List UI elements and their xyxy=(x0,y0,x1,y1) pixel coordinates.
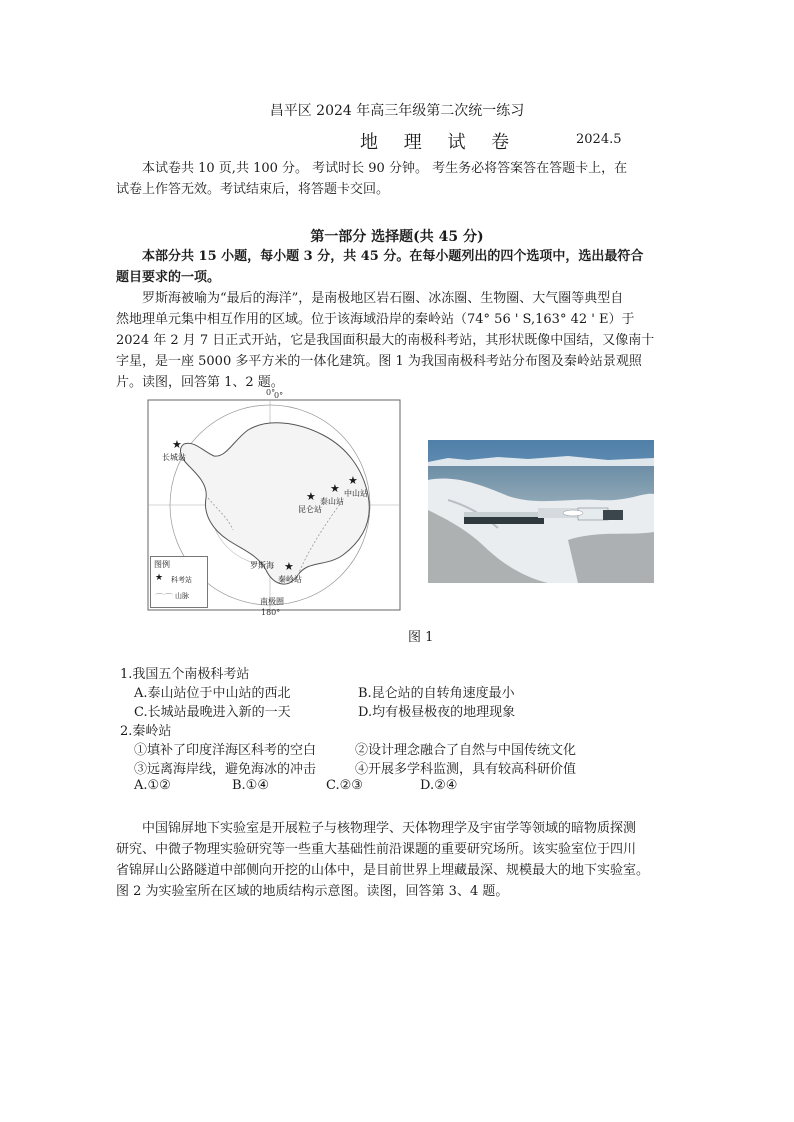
station-label-changcheng: 长城站 xyxy=(162,453,186,462)
passage-line: 图 2 为实验室所在区域的地质结构示意图。读图，回答第 3、4 题。 xyxy=(116,884,509,899)
map-top-label: 0° xyxy=(274,391,284,400)
legend-station-label: 科考站 xyxy=(171,576,192,584)
subject-title: 地 理 试 卷 xyxy=(360,132,520,153)
section-title: 第一部分 选择题(共 45 分) xyxy=(310,229,484,245)
passage-line: 然地理单元集中相互作用的区域。位于该海域沿岸的秦岭站（74° 56 ' S,163° 42 ' E）于 xyxy=(116,312,635,327)
meridian-180-label: 180° xyxy=(261,608,281,617)
legend-star-icon: ★ xyxy=(155,573,164,583)
question-2-option-a: A.①② xyxy=(134,778,171,793)
question-2-option-d: D.②④ xyxy=(420,778,458,793)
passage-line: 罗斯海被喻为“最后的海洋”，是南极地区岩石圈、冰冻圈、生物圈、大气圈等典型自 xyxy=(142,291,624,306)
intro-line: 本部分共 15 小题，每小题 3 分，共 45 分。在每小题列出的四个选项中，选出最符合 xyxy=(142,249,644,264)
instruction-line: 本试卷共 10 页,共 100 分。 考试时长 90 分钟。 考生务必将答案答在答题卡上，在 xyxy=(142,161,628,176)
question-1-option-a: A.泰山站位于中山站的西北 xyxy=(134,686,291,701)
ross-sea-label: 罗斯海 xyxy=(250,561,274,570)
question-1-option-c: C.长城站最晚进入新的一天 xyxy=(134,705,291,720)
question-2-statement-1: ①填补了印度洋海区科考的空白 xyxy=(134,743,317,758)
legend-mountain-icon: ⌒⌒ xyxy=(155,594,174,604)
passage-line: 研究、中微子物理实验研究等一些重大基础性前沿课题的重要研究场所。该实验室位于四川 xyxy=(116,842,637,857)
question-2-option-c: C.②③ xyxy=(326,778,363,793)
question-2-statement-2: ②设计理念融合了自然与中国传统文化 xyxy=(355,743,577,758)
passage-line: 省锦屏山公路隧道中部侧向开挖的山体中，是目前世界上埋藏最深、规模最大的地下实验室。 xyxy=(116,863,650,878)
legend-mountain-label: 山脉 xyxy=(175,592,189,600)
station-star-icon: ★ xyxy=(306,490,316,503)
station-label-taishan: 泰山站 xyxy=(320,497,344,506)
antarctica-station-map xyxy=(148,388,400,617)
question-2-stem: 2.秦岭站 xyxy=(120,724,172,739)
instructions xyxy=(116,158,656,200)
passage-2 xyxy=(116,818,656,902)
passage-line: 中国锦屏地下实验室是开展粒子与核物理学、天体物理学及宇宙学等领域的暗物质探测 xyxy=(142,821,637,836)
antarctic-circle-label: 南极圈 xyxy=(260,597,284,606)
meridian-0-label: 0° xyxy=(266,388,276,397)
question-2-statement-4: ④开展多学科监测，具有较高科研价值 xyxy=(355,762,577,777)
station-label-zhongshan: 中山站 xyxy=(344,489,368,498)
passage-line: 字星，是一座 5000 多平方米的一体化建筑。图 1 为我国南极科考站分布图及秦岭站景观照 xyxy=(116,354,642,369)
passage-1 xyxy=(116,288,656,393)
question-2-statement-3: ③远离海岸线，避免海冰的冲击 xyxy=(134,762,317,777)
station-star-icon: ★ xyxy=(284,560,294,573)
question-2-option-b: B.①④ xyxy=(232,778,269,793)
station-star-icon: ★ xyxy=(330,482,340,495)
station-star-icon: ★ xyxy=(172,438,182,451)
intro-line: 题目要求的一项。 xyxy=(116,270,221,285)
question-1-option-d: D.均有极昼极夜的地理现象 xyxy=(358,705,516,720)
station-star-icon: ★ xyxy=(348,474,358,487)
figure-caption: 图 1 xyxy=(408,630,434,645)
question-1-option-b: B.昆仑站的自转角速度最小 xyxy=(358,686,515,701)
passage-line: 片。读图，回答第 1、2 题。 xyxy=(116,375,284,390)
instruction-line: 试卷上作答无效。考试结束后，将答题卡交回。 xyxy=(116,182,390,197)
exam-title: 昌平区 2024 年高三年级第二次统一练习 xyxy=(269,103,525,119)
map-legend xyxy=(150,556,208,608)
passage-line: 2024 年 2 月 7 日正式开站，它是我国面积最大的南极科考站，其形状既像中国结，又像南十 xyxy=(116,333,655,348)
question-1-stem: 1.我国五个南极科考站 xyxy=(120,667,250,682)
section-intro xyxy=(116,246,656,288)
legend-title: 图例 xyxy=(154,560,170,569)
exam-date: 2024.5 xyxy=(576,132,622,147)
station-label-kunlun: 昆仑站 xyxy=(298,505,322,514)
station-label-qinling: 秦岭站 xyxy=(278,575,302,584)
qinling-station-photo xyxy=(428,440,654,583)
